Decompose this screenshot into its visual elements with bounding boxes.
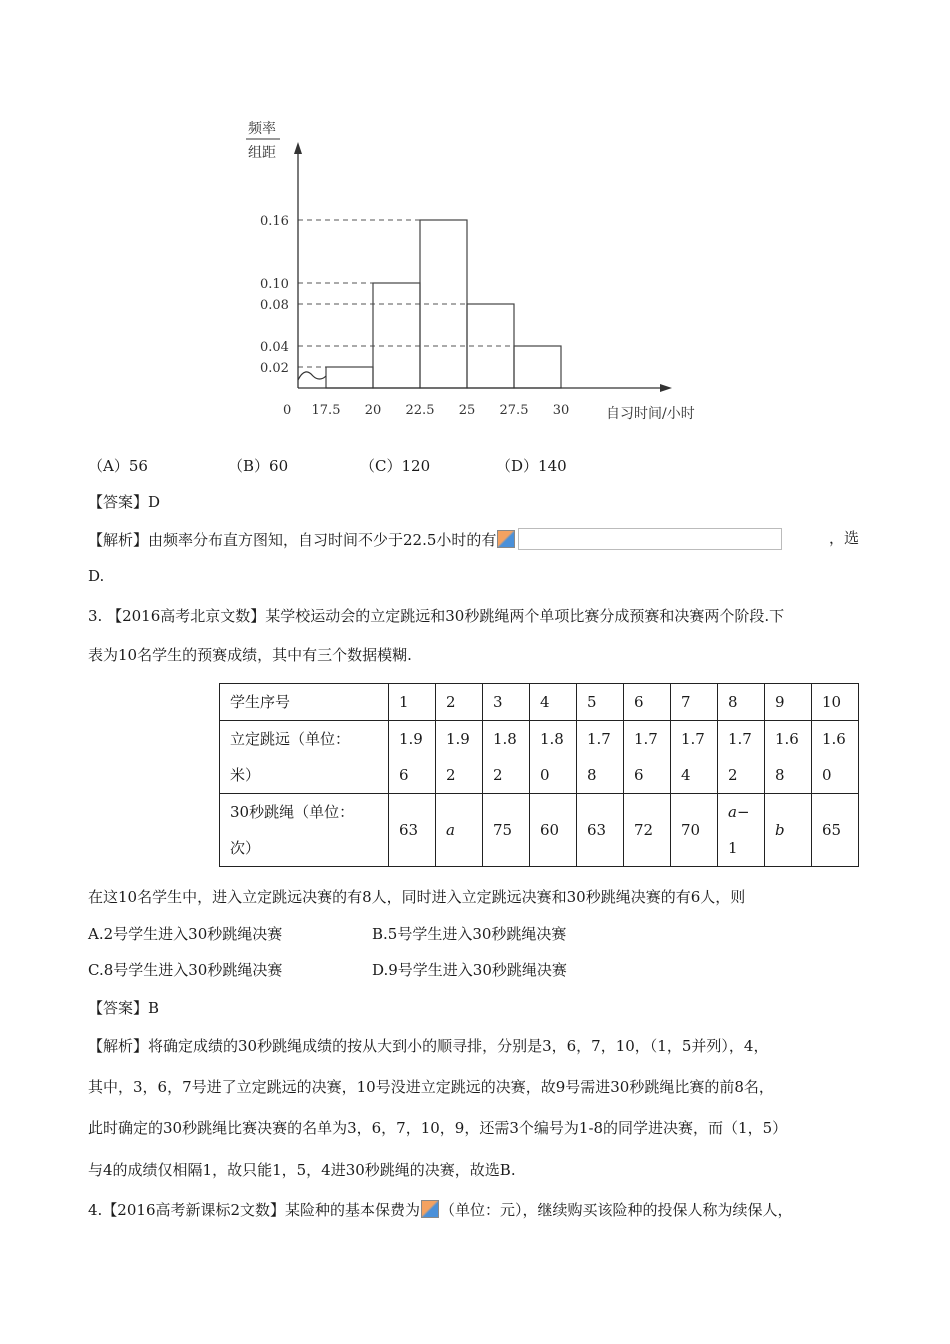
y-tick-label: 0.04 xyxy=(260,340,289,355)
table-header-cell: 1 xyxy=(389,684,436,721)
x-tick-label: 22.5 xyxy=(405,403,435,418)
table-cell xyxy=(624,721,671,794)
y-axis-label-top: 频率 xyxy=(248,121,276,137)
table-cell xyxy=(530,721,577,794)
cell-line1: 1.8 xyxy=(493,730,517,748)
table-row xyxy=(220,794,859,867)
q2-option-b[interactable]: （B）60 xyxy=(228,457,289,475)
x-tick-label: 27.5 xyxy=(499,403,529,418)
q2-analysis xyxy=(88,528,782,550)
cell-line2: 8 xyxy=(775,766,785,784)
cell-line2: 6 xyxy=(399,766,409,784)
y-axis-label-bottom: 组距 xyxy=(248,145,276,161)
formula-image-placeholder xyxy=(518,528,782,550)
cell-line2: 6 xyxy=(634,766,644,784)
q3-analysis-line4: 与4的成绩仅相隔1，故只能1，5，4进30秒跳绳的决赛，故选B. xyxy=(88,1161,516,1179)
q3-analysis-line3: 此时确定的30秒跳绳比赛决赛的名单为3，6，7，10，9，还需3个编号为1-8的同学进决赛，而（1，5） xyxy=(88,1119,788,1137)
origin-label: 0 xyxy=(283,403,292,418)
histogram-svg xyxy=(240,112,710,432)
y-tick-label: 0.08 xyxy=(260,298,289,313)
cell-line1: 1.6 xyxy=(775,730,799,748)
table-header-cell: 8 xyxy=(718,684,765,721)
q2-analysis-text: 【解析】由频率分布直方图知，自习时间不少于22.5小时的有 xyxy=(88,531,497,549)
q3-analysis-line1: 【解析】将确定成绩的30秒跳绳成绩的按从大到小的顺寻排，分别是3，6，7，10，（1，5并列），4， xyxy=(88,1037,769,1055)
table-cell: 65 xyxy=(812,794,859,867)
y-tick-label: 0.10 xyxy=(260,277,289,292)
x-axis-arrow xyxy=(660,384,672,392)
table-cell xyxy=(765,721,812,794)
table-cell xyxy=(812,721,859,794)
q3-options-row1 xyxy=(88,924,567,944)
table-cell: 63 xyxy=(577,794,624,867)
x-tick-label: 30 xyxy=(552,403,570,418)
table-cell xyxy=(577,721,624,794)
formula-image-icon xyxy=(497,530,515,548)
x-axis-label: 自习时间/小时 xyxy=(606,406,695,422)
x-tick-label: 17.5 xyxy=(311,403,341,418)
q2-answer: 【答案】D xyxy=(88,493,161,511)
cell-line1: 1.7 xyxy=(634,730,658,748)
table-cell: 70 xyxy=(671,794,718,867)
q4-text-start: 4.【2016高考新课标2文数】某险种的基本保费为 xyxy=(88,1201,421,1219)
cell-line2: 1 xyxy=(728,839,738,857)
cell-line2: 2 xyxy=(493,766,503,784)
cell-line1: a− xyxy=(728,803,750,821)
q4-title xyxy=(88,1200,793,1220)
table-cell xyxy=(671,721,718,794)
q2-option-a[interactable]: （A）56 xyxy=(88,457,148,475)
q2-option-c[interactable]: （C）120 xyxy=(360,457,431,475)
q2-analysis-end: D. xyxy=(88,567,105,585)
histogram-bar xyxy=(514,346,561,388)
cell-line1: 1.7 xyxy=(587,730,611,748)
q3-option-b[interactable]: B.5号学生进入30秒跳绳决赛 xyxy=(372,925,567,943)
q4-text-end: （单位：元），继续购买该险种的投保人称为续保人， xyxy=(440,1201,793,1219)
table-cell: 63 xyxy=(389,794,436,867)
table-header-cell: 学生序号 xyxy=(220,684,389,721)
table-header-cell: 9 xyxy=(765,684,812,721)
cell-line2: 0 xyxy=(822,766,832,784)
cell-line1: 1.9 xyxy=(399,730,423,748)
y-tick-label: 0.02 xyxy=(260,361,289,376)
x-tick-label: 20 xyxy=(364,403,382,418)
cell-line2: 4 xyxy=(681,766,691,784)
table-header-cell: 3 xyxy=(483,684,530,721)
frequency-histogram xyxy=(240,112,710,432)
table-row xyxy=(220,721,859,794)
table-header-cell: 7 xyxy=(671,684,718,721)
table-header-cell: 5 xyxy=(577,684,624,721)
q3-stem: 在这10名学生中，进入立定跳远决赛的有8人，同时进入立定跳远决赛和30秒跳绳决赛的有6人，则 xyxy=(88,888,746,906)
y-axis-arrow xyxy=(294,142,302,154)
table-cell xyxy=(389,721,436,794)
q2-option-d[interactable]: （D）140 xyxy=(496,457,567,475)
q3-option-a[interactable]: A.2号学生进入30秒跳绳决赛 xyxy=(88,925,283,943)
cell-line1: 1.6 xyxy=(822,730,846,748)
q3-title-line2: 表为10名学生的预赛成绩，其中有三个数据模糊. xyxy=(88,646,412,664)
q3-title-line1: 3. 【2016高考北京文数】某学校运动会的立定跳远和30秒跳绳两个单项比赛分成预赛和决赛两个阶段.下 xyxy=(88,607,785,625)
cell-line1: 1.9 xyxy=(446,730,470,748)
table-row xyxy=(220,684,859,721)
cell-line2: 8 xyxy=(587,766,597,784)
q3-option-c[interactable]: C.8号学生进入30秒跳绳决赛 xyxy=(88,961,283,979)
axes xyxy=(294,142,672,392)
cell-line1: 1.8 xyxy=(540,730,564,748)
table-cell: b xyxy=(765,794,812,867)
row-label-line1: 立定跳远（单位： xyxy=(230,730,351,748)
cell-line2: 0 xyxy=(540,766,550,784)
axis-break-mark xyxy=(298,372,326,380)
q3-answer: 【答案】B xyxy=(88,999,160,1017)
q3-options-row2 xyxy=(88,960,567,980)
row-label-line2: 米） xyxy=(230,766,261,784)
table-cell xyxy=(718,794,765,867)
table-cell xyxy=(436,721,483,794)
cell-line2: 2 xyxy=(446,766,456,784)
table-cell: 75 xyxy=(483,794,530,867)
table-cell xyxy=(220,721,389,794)
q3-option-d[interactable]: D.9号学生进入30秒跳绳决赛 xyxy=(372,961,567,979)
table-cell xyxy=(718,721,765,794)
grid-lines xyxy=(298,220,514,367)
formula-image-icon xyxy=(421,1200,439,1218)
x-tick-label: 25 xyxy=(458,403,476,418)
preliminary-scores-table xyxy=(219,683,859,867)
table-cell: a xyxy=(436,794,483,867)
table-header-cell: 10 xyxy=(812,684,859,721)
table-cell: 72 xyxy=(624,794,671,867)
q3-analysis-line2: 其中，3，6，7号进了立定跳远的决赛，10号没进立定跳远的决赛，故9号需进30秒跳绳比赛的前8名， xyxy=(88,1078,774,1096)
table-cell xyxy=(483,721,530,794)
table-header-cell: 4 xyxy=(530,684,577,721)
row-label-line1: 30秒跳绳（单位： xyxy=(230,803,355,821)
table-cell: 60 xyxy=(530,794,577,867)
table-header-cell: 6 xyxy=(624,684,671,721)
cell-line1: 1.7 xyxy=(728,730,752,748)
table-header-cell: 2 xyxy=(436,684,483,721)
histogram-bar xyxy=(373,283,420,388)
table-cell xyxy=(220,794,389,867)
histogram-bar xyxy=(326,367,373,388)
cell-line1: 1.7 xyxy=(681,730,705,748)
q2-analysis-tail: ，选 xyxy=(829,529,860,547)
y-tick-label: 0.16 xyxy=(260,214,289,229)
row-label-line2: 次） xyxy=(230,839,261,857)
cell-line2: 2 xyxy=(728,766,738,784)
